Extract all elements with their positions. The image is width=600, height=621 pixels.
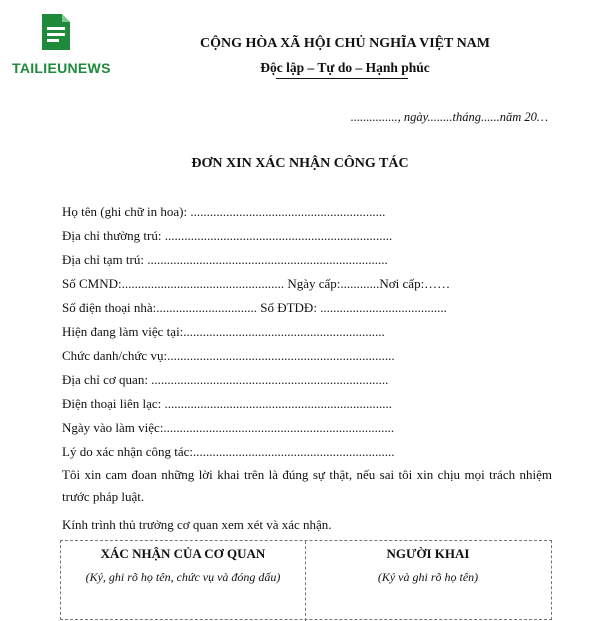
field-start-date: Ngày vào làm việc:....................................................................... <box>62 420 395 435</box>
date-line: ..............., ngày........tháng......năm 20… <box>350 110 548 124</box>
field-workplace: Hiện đang làm việc tại:.............................................................. <box>62 324 385 339</box>
agency-confirm-title: XÁC NHẬN CỦA CƠ QUAN <box>100 546 266 561</box>
motto: Độc lập – Tự do – Hạnh phúc <box>260 60 430 75</box>
document-title: ĐƠN XIN XÁC NHẬN CÔNG TÁC <box>191 156 409 171</box>
site-logo[interactable] <box>12 12 111 76</box>
field-id-card: Số CMND:.................................................. Ngày cấp:............Nơi cấp:…… <box>62 276 451 291</box>
agency-signature-cell <box>61 541 305 585</box>
field-temporary-address: Địa chỉ tạm trú: .......................................................................... <box>62 252 388 267</box>
field-reason: Lý do xác nhận công tác:.............................................................. <box>62 444 395 459</box>
field-office-address: Địa chỉ cơ quan: ......................................................................... <box>62 372 389 387</box>
field-full-name: Họ tên (ghi chữ in hoa): ............................................................ <box>62 204 386 219</box>
declarant-note: (Ký và ghi rõ họ tên) <box>377 570 479 584</box>
commitment-text: Tôi xin cam đoan những lời khai trên là đúng sự thật, nếu sai tôi xin chịu mọi trách nhiệm trước pháp luật. <box>62 467 552 504</box>
request-text: Kính trình thủ trưởng cơ quan xem xét và xác nhận. <box>62 517 332 532</box>
signature-table <box>60 540 552 620</box>
field-position: Chức danh/chức vụ:...................................................................... <box>62 348 395 363</box>
declarant-signature-cell <box>305 541 551 585</box>
motto-underline <box>276 78 408 79</box>
logo-text: TAILIEUNEWS <box>12 60 111 76</box>
nation-heading: CỘNG HÒA XÃ HỘI CHỦ NGHĨA VIỆT NAM <box>199 36 490 51</box>
agency-confirm-note: (Ký, ghi rõ họ tên, chức vụ và đóng dấu) <box>85 570 281 584</box>
field-permanent-address: Địa chỉ thường trú: ...................................................................... <box>62 228 393 243</box>
document-icon <box>38 12 74 52</box>
field-contact-phone: Điện thoại liên lạc: ...................................................................... <box>62 396 393 411</box>
field-phone: Số điện thoại nhà:............................... Số ĐTDĐ: ....................................... <box>62 300 447 315</box>
declarant-title: NGƯỜI KHAI <box>386 546 470 561</box>
